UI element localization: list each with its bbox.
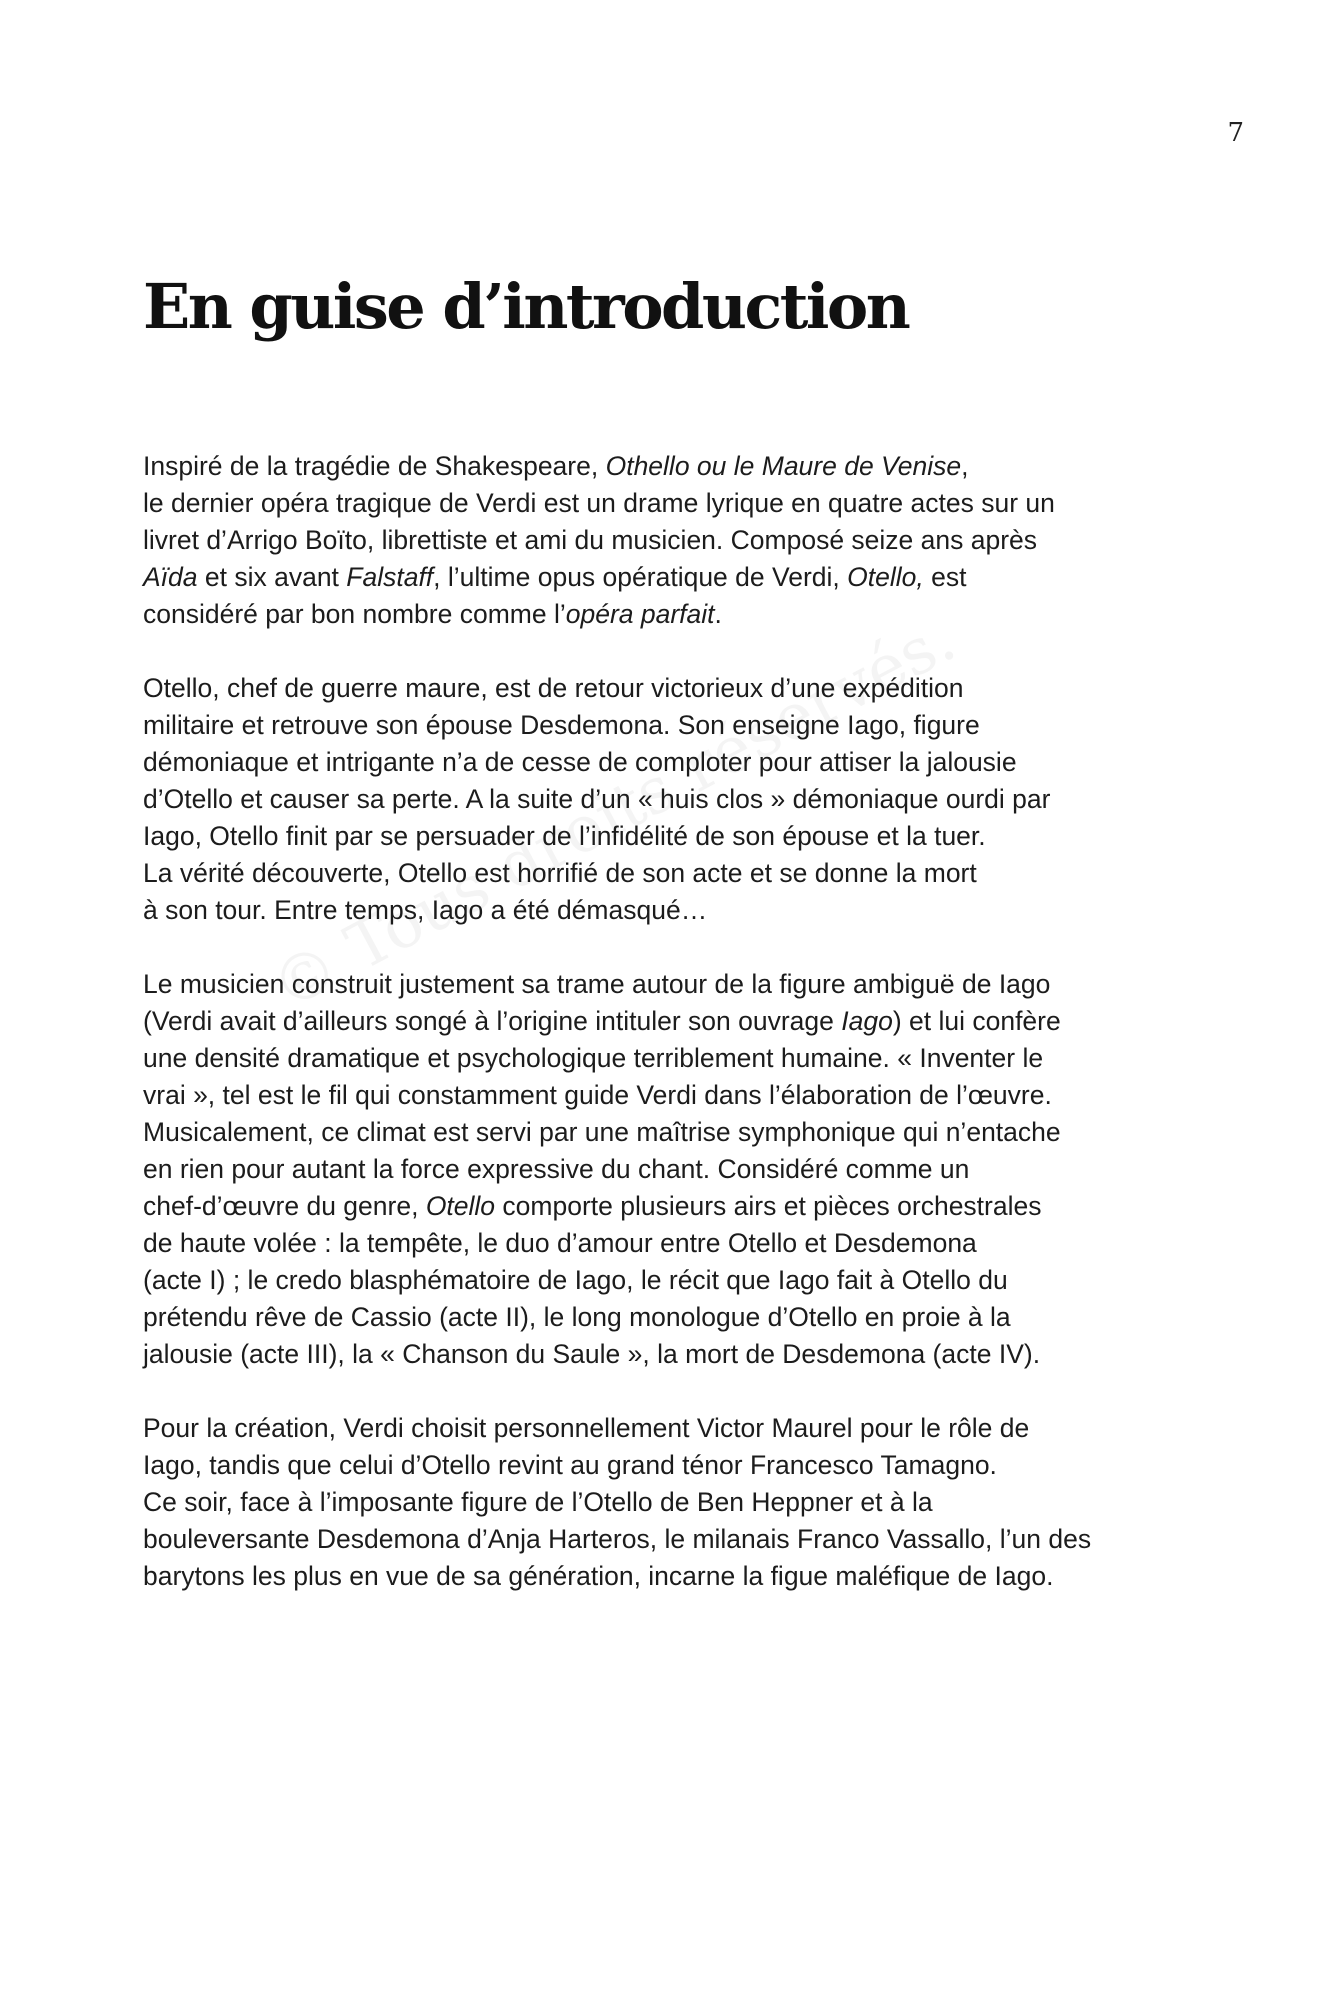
text-line	[143, 522, 1263, 559]
text-line	[143, 855, 1263, 892]
text-line	[143, 559, 1263, 596]
text-line	[143, 818, 1263, 855]
text-line	[143, 1040, 1263, 1077]
text-segment: livret d’Arrigo Boïto, librettiste et ami du musicien. Composé seize ans après	[143, 525, 1038, 555]
text-segment: jalousie (acte III), la « Chanson du Saule », la mort de Desdemona (acte IV).	[143, 1339, 1041, 1369]
text-line	[143, 1151, 1263, 1188]
text-line	[143, 596, 1263, 633]
text-line	[143, 1077, 1263, 1114]
text-line	[143, 1114, 1263, 1151]
text-segment: ,	[961, 451, 969, 481]
text-segment: (acte I) ; le credo blasphématoire de Iago, le récit que Iago fait à Otello du	[143, 1265, 1008, 1295]
text-segment: chef-d’œuvre du genre,	[143, 1191, 426, 1221]
text-segment: et six avant	[197, 562, 347, 592]
text-line	[143, 448, 1263, 485]
text-segment: prétendu rêve de Cassio (acte II), le long monologue d’Otello en proie à la	[143, 1302, 1011, 1332]
text-segment: comporte plusieurs airs et pièces orchestrales	[495, 1191, 1042, 1221]
text-line	[143, 1225, 1263, 1262]
text-line	[143, 1558, 1263, 1595]
text-segment: Inspiré de la tragédie de Shakespeare,	[143, 451, 606, 481]
italic-text: Falstaff	[346, 562, 434, 592]
text-line	[143, 1336, 1263, 1373]
text-line	[143, 1410, 1263, 1447]
text-segment: en rien pour autant la force expressive du chant. Considéré comme un	[143, 1154, 970, 1184]
text-segment: une densité dramatique et psychologique terriblement humaine. « Inventer le	[143, 1043, 1044, 1073]
italic-text: Othello ou le Maure de Venise	[605, 451, 962, 481]
page-title: En guise d’introduction	[143, 270, 909, 343]
text-segment: Otello, chef de guerre maure, est de retour victorieux d’une expédition	[143, 673, 964, 703]
text-line	[143, 1262, 1263, 1299]
page-number: 7	[1227, 118, 1244, 148]
text-segment: bouleversante Desdemona d’Anja Harteros, le milanais Franco Vassallo, l’un des	[143, 1524, 1092, 1554]
text-segment: Iago, tandis que celui d’Otello revint au grand ténor Francesco Tamagno.	[143, 1450, 997, 1480]
text-segment: La vérité découverte, Otello est horrifié de son acte et se donne la mort	[143, 858, 977, 888]
italic-text: Aïda	[143, 562, 198, 592]
text-segment: de haute volée : la tempête, le duo d’amour entre Otello et Desdemona	[143, 1228, 977, 1258]
text-line	[143, 1447, 1263, 1484]
text-line	[143, 744, 1263, 781]
text-segment: , l’ultime opus opératique de Verdi,	[433, 562, 848, 592]
italic-text: opéra parfait	[565, 599, 715, 629]
paragraph	[143, 966, 1263, 1373]
text-segment: Pour la création, Verdi choisit personnellement Victor Maurel pour le rôle de	[143, 1413, 1030, 1443]
text-line	[143, 1484, 1263, 1521]
paragraph	[143, 448, 1263, 633]
text-segment: à son tour. Entre temps, Iago a été démasqué…	[143, 895, 708, 925]
text-line	[143, 1188, 1263, 1225]
paragraph	[143, 670, 1263, 929]
text-segment: considéré par bon nombre comme l’	[143, 599, 566, 629]
text-segment: ) et lui confère	[892, 1006, 1061, 1036]
body-text	[143, 448, 1263, 1632]
text-line	[143, 892, 1263, 929]
text-line	[143, 1299, 1263, 1336]
text-segment: Le musicien construit justement sa trame autour de la figure ambiguë de Iago	[143, 969, 1051, 999]
text-line	[143, 1521, 1263, 1558]
text-segment: .	[714, 599, 722, 629]
text-segment: militaire et retrouve son épouse Desdemona. Son enseigne Iago, figure	[143, 710, 980, 740]
text-segment: Musicalement, ce climat est servi par une maîtrise symphonique qui n’entache	[143, 1117, 1061, 1147]
text-line	[143, 485, 1263, 522]
text-line	[143, 781, 1263, 818]
text-segment: barytons les plus en vue de sa génération, incarne la figue maléfique de Iago.	[143, 1561, 1054, 1591]
text-segment: Iago, Otello finit par se persuader de l’infidélité de son épouse et la tuer.	[143, 821, 986, 851]
text-line	[143, 966, 1263, 1003]
italic-text: Iago	[841, 1006, 893, 1036]
text-segment: (Verdi avait d’ailleurs songé à l’origine intituler son ouvrage	[143, 1006, 842, 1036]
text-line	[143, 1003, 1263, 1040]
text-segment: le dernier opéra tragique de Verdi est un drame lyrique en quatre actes sur un	[143, 488, 1055, 518]
text-line	[143, 707, 1263, 744]
text-segment: Ce soir, face à l’imposante figure de l’Otello de Ben Heppner et à la	[143, 1487, 933, 1517]
text-segment: vrai », tel est le fil qui constamment guide Verdi dans l’élaboration de l’œuvre.	[143, 1080, 1052, 1110]
paragraph	[143, 1410, 1263, 1595]
italic-text: Otello	[425, 1191, 496, 1221]
italic-text: Otello,	[847, 562, 924, 592]
text-segment: démoniaque et intrigante n’a de cesse de comploter pour attiser la jalousie	[143, 747, 1017, 777]
text-segment: est	[923, 562, 967, 592]
text-line	[143, 670, 1263, 707]
text-segment: d’Otello et causer sa perte. A la suite d’un « huis clos » démoniaque ourdi par	[143, 784, 1051, 814]
